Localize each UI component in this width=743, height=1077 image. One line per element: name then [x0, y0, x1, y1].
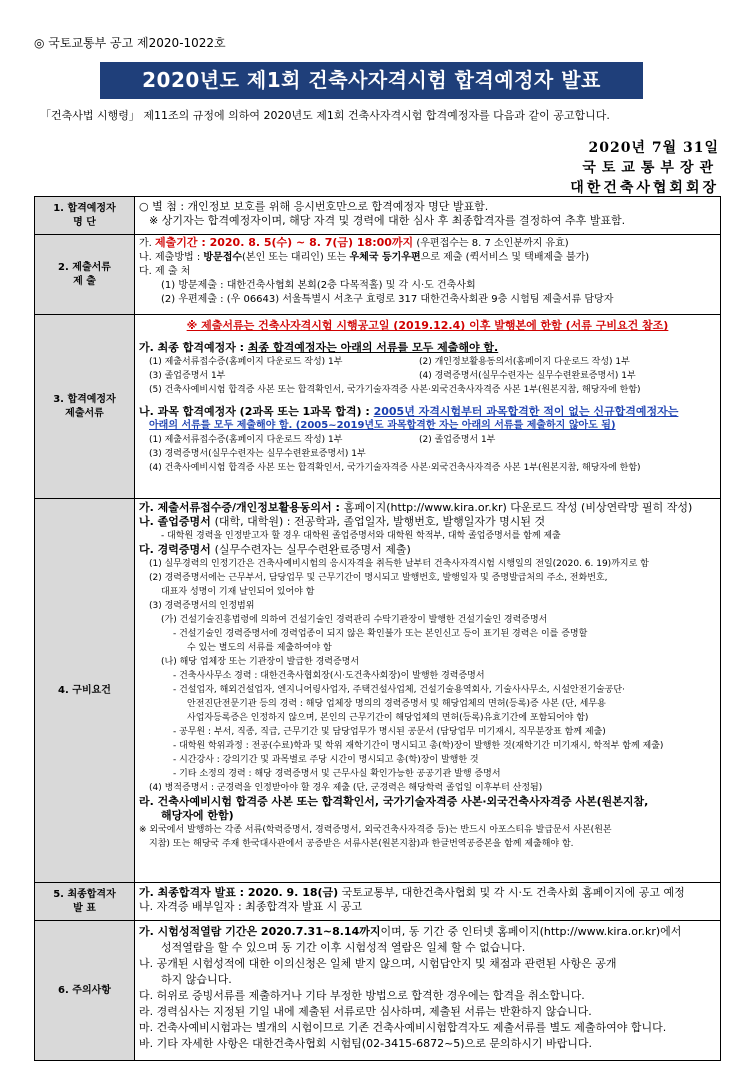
section-header: 3. 합격예정자 제출서류: [35, 315, 135, 499]
page-title: 2020년도 제1회 건축사자격시험 합격예정자 발표: [100, 62, 643, 99]
section-body: 가. 최종합격자 발표 : 2020. 9. 18(금) 국토교통부, 대한건축사협회 및 각 시·도 건축사회 홈페이지에 공고 예정 나. 자격증 배부일자 : 최종합격자 발표 시 공고: [135, 883, 721, 921]
section-requirements: [35, 499, 721, 883]
section-header: 5. 최종합격자 발 표: [35, 883, 135, 921]
submission-period: 제출기간 : 2020. 8. 5(수) ~ 8. 7(금) 18:00까지: [155, 236, 414, 249]
section-header: 2. 제출서류 제 출: [35, 235, 135, 315]
section-body: 가. 제출서류접수증/개인정보활용동의서 : 홈페이지(http://www.kira.or.kr) 다운로드 작성 (비상연락망 필히 작성) 나. 졸업증명서 (대학, 대학원) : 전공학과, 졸업일자, 발행번호, 발행일자가 명시된 것 - 대학원 경력을 인정받고자 할 경우 대학원 졸업증명서와 대학원 학적부, 대학 졸업증명서를 함께 제출 다. 경력증명서 (실무수련자는 실무수련완료증명서 제출) (1) 실무경력의 인정기간은 건축사예비시험의 응시자격을 취득한 날부터 건축사자격시험 시행일의 전일(2020. 6. 19)까지로 함 (2) 경력증명서에는 근무부서, 담당업무 및 근무기간이 명시되고 발행번호, 발행일자 및 증명발급처의 주소, 전화번호, 대표자 성명이 기재 날인되어 있어야 함 (3) 경력증명서의 인정범위 (가) 건설기술진흥법령에 의하여 건설기술인 경력관리 수탁기관장이 발행한 건설기술인 경력증명서 - 건설기술인 경력증명서에 경력업종이 되지 않은 확인불가 또는 본인신고 등이 표기된 경력은 이를 증명할 수 있는 별도의 서류를 제출하여야 함 (나) 해당 업체장 또는 기관장이 발급한 경력증명서 - 건축사사무소 경력 : 대한건축사협회장(시·도건축사회장)이 발행한 경력증명서 - 건설업자, 해외건설업자, 엔지니어링사업자, 주택건설사업체, 건설기술용역회사, 기술사사무소, 시설안전기술공단· 안전진단전문기관 등의 경력 : 해당 업체장 명의의 경력증명서 및 해당업체의 면허(등록)증 사본 (단, 세무용 사업자등록증은 인정하지 않으며, 본인의 근무기간이 해당업체의 면허(등록)유효기간에 포함되어야 함) - 공무원 : 부서, 직종, 직급, 근무기간 및 담당업무가 명시된 공문서 (담당업무 미기재시, 직무분장표 함께 제출) - 대학원 학위과정 : 전공(수료)학과 및 학위 재학기간이 명시되고 총(학)장이 발행한 것(재학기간 미기재시, 학적부 함께 제출) - 시간강사 : 강의기간 및 과목별로 주당 시간이 명시되고 총(학)장이 발행한 것 - 기타 소정의 경력 : 해당 경력증명서 및 근무사실 확인가능한 공공기관 발행 증명서 (4) 병적증명서 : 군경력을 인정받아야 할 경우 제출 (단, 군경력은 해당학력 졸업일 이후부터 산정됨) 라. 건축사예비시험 합격증 사본 또는 합격확인서, 국가기술자격증 사본·외국건축사자격증 사본(원본지참, 해당자에 한함) ※ 외국에서 발행하는 각종 서류(학력증명서, 경력증명서, 외국건축사자격증 등)는 반드시 아포스티유 발급문서 사본(원본 지참) 또는 해당국 주재 한국대사관에서 공증받은 서류사본(원본지참)과 한글번역공증본을 함께 제출해야 함.: [135, 499, 721, 883]
association-signature: 대한건축사협회회장: [570, 180, 719, 196]
minister-signature: 국토교통부장관: [582, 160, 719, 176]
section-header: 1. 합격예정자 명 단: [35, 197, 135, 235]
section-required-documents: [35, 315, 721, 499]
intro-text: 「건축사법 시행령」 제11조의 규정에 의하여 2020년도 제1회 건축사자격시험 합격예정자를 다음과 같이 공고합니다.: [40, 109, 610, 122]
document-warning: ※ 제출서류는 건축사자격시험 시행공고일 (2019.12.4) 이후 발행본에 한함 (서류 구비요건 참조): [186, 319, 669, 332]
section-body: ○ 별 첨 : 개인정보 보호를 위해 응시번호만으로 합격예정자 명단 발표함. ※ 상기자는 합격예정자이며, 해당 자격 및 경력에 대한 심사 후 최종합격자를 결정하여 추후 발표함.: [135, 197, 721, 235]
section-body: ※ 제출서류는 건축사자격시험 시행공고일 (2019.12.4) 이후 발행본에 한함 (서류 구비요건 참조) 가. 최종 합격예정자 : 최종 합격예정자는 아래의 서류를 모두 제출해야 함. (1) 제출서류접수증(홈페이지 다운로드 작성) 1부 (2) 개인정보활용동의서(홈페이지 다운로드 작성) 1부 (3) 졸업증명서 1부 (4) 경력증명서(실무수련자는 실무수련완료증명서) 1부 (5) 건축사예비시험 합격증 사본 또는 합격확인서, 국가기술자격증 사본·외국건축사자격증 사본 1부(원본지참, 해당자에 한함) 나. 과목 합격예정자 (2과목 또는 1과목 합격) : 2005년 자격시험부터 과목합격한 적이 없는 신규합격예정자는 아래의 서류를 모두 제출해야 함. (2005~2019년도 과목합격한 자는 아래의 서류를 제출하지 않아도 됨) (1) 제출서류접수증(홈페이지 다운로드 작성) 1부 (2) 졸업증명서 1부 (3) 경력증명서(실무수련자는 실무수련완료증명서) 1부 (4) 건축사예비시험 합격증 사본 또는 합격확인서, 국가기술자격증 사본·외국건축사자격증 사본 1부(원본지참, 해당자에 한함): [135, 315, 721, 499]
section-candidates-list: [35, 197, 721, 235]
announcement-table: [34, 196, 721, 1061]
section-body: 가. 시험성적열람 기간은 2020.7.31~8.14까지이며, 동 기간 중 인터넷 홈페이지(http://www.kira.or.kr)에서 성적열람을 할 수 있으며 동 기간 이후 시험성적 열람은 일체 할 수 없습니다. 나. 공개된 시험성적에 대한 이의신청은 일체 받지 않으며, 시험답안지 및 채점과 관련된 사항은 공개 하지 않습니다. 다. 허위로 증빙서류를 제출하거나 기타 부정한 방법으로 합격한 경우에는 합격을 취소합니다. 라. 경력심사는 지정된 기일 내에 제출된 서류로만 심사하며, 제출된 서류는 반환하지 않습니다. 마. 건축사예비시험과는 별개의 시험이므로 기존 건축사예비시험합격자도 제출서류를 별도 제출하여야 합니다. 바. 기타 자세한 사항은 대한건축사협회 시험팀(02-3415-6872~5)으로 문의하시기 바랍니다.: [135, 921, 721, 1061]
section-header: 4. 구비요건: [35, 499, 135, 883]
section-header: 6. 주의사항: [35, 921, 135, 1061]
notice-number: ◎ 국토교통부 공고 제2020-1022호: [34, 36, 226, 50]
section-cautions: [35, 921, 721, 1061]
section-final-announcement: [35, 883, 721, 921]
section-body: 가. 제출기간 : 2020. 8. 5(수) ~ 8. 7(금) 18:00까지 (우편접수는 8. 7 소인분까지 유효) 나. 제출방법 : 방문접수(본인 또는 대리인) 또는 우체국 등기우편으로 제출 (퀵서비스 및 택배제출 불가) 다. 제 출 처 (1) 방문제출 : 대한건축사협회 본회(2층 다목적홀) 및 각 시·도 건축사회 (2) 우편제출 : (우 06643) 서울특별시 서초구 효령로 317 대한건축사회관 9층 시험팀 제출서류 담당자: [135, 235, 721, 315]
announcement-date: 2020년 7월 31일: [588, 140, 719, 156]
section-submission: [35, 235, 721, 315]
